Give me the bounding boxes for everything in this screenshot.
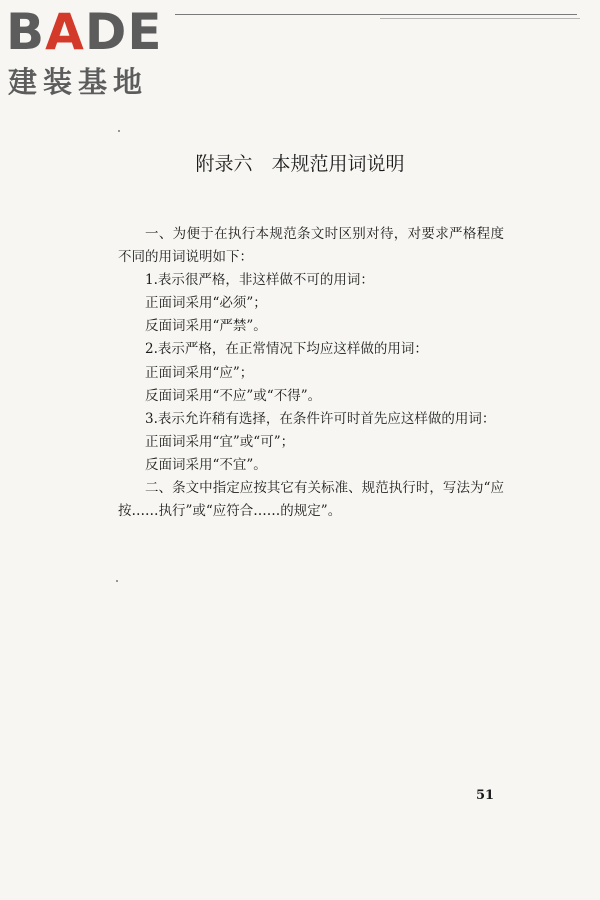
paragraph-item-1: 1.表示很严格，非这样做不可的用词：: [145, 272, 374, 289]
watermark-logo-text: BADE: [6, 3, 163, 61]
paragraph-item-3-negative: 反面词采用“不宜”。: [145, 456, 267, 473]
header-rule-secondary: [380, 18, 580, 19]
paragraph-item-1-positive: 正面词采用“必须”；: [145, 295, 267, 312]
document-body: [118, 223, 504, 523]
paragraph-item-2: 2.表示严格，在正常情况下均应这样做的用词：: [145, 341, 428, 358]
paragraph-item-1-negative: 反面词采用“严禁”。: [145, 318, 267, 335]
paragraph-section-2: 二、条文中指定应按其它有关标准、规范执行时，写法为“应按……执行”或“应符合……的规定”。: [118, 480, 504, 520]
scan-speck: [118, 130, 120, 132]
paragraph-item-3-positive: 正面词采用“宜”或“可”；: [145, 433, 295, 450]
header-rule: [175, 14, 577, 15]
page-number: 51: [476, 788, 495, 803]
watermark-logo: [6, 4, 176, 104]
paragraph-item-2-positive: 正面词采用“应”；: [145, 364, 254, 381]
paragraph-item-2-negative: 反面词采用“不应”或“不得”。: [145, 387, 322, 404]
watermark-subtitle: 建装基地: [8, 65, 149, 99]
paragraph-intro: 一、为便于在执行本规范条文时区别对待，对要求严格程度不同的用词说明如下：: [118, 226, 504, 266]
page-title: 附录六 本规范用词说明: [195, 153, 405, 175]
scan-speck: [116, 580, 118, 582]
paragraph-item-3: 3.表示允许稍有选择，在条件许可时首先应这样做的用词：: [145, 410, 496, 427]
